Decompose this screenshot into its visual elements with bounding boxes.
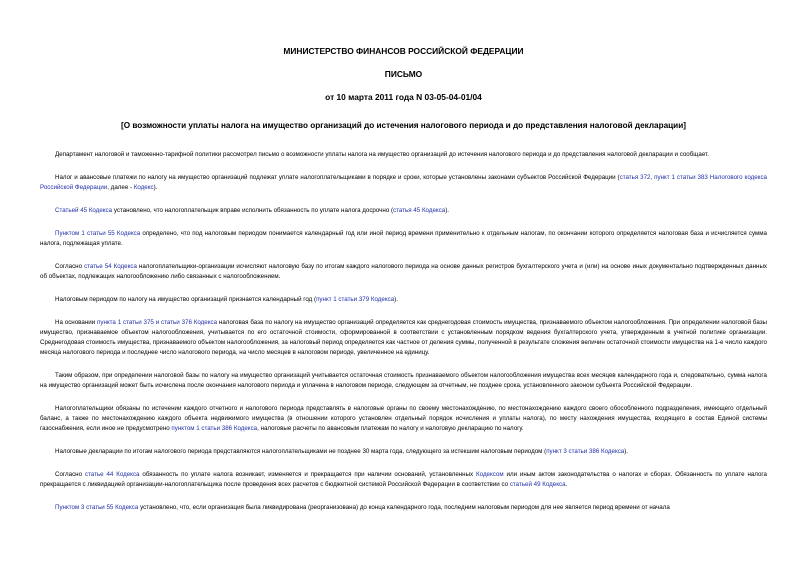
- document-body: [40, 150, 767, 526]
- link-code-2[interactable]: Кодексом: [476, 471, 504, 478]
- paragraph-text: Согласно: [55, 471, 85, 478]
- link-article-44[interactable]: статье 44 Кодекса: [84, 471, 140, 478]
- paragraph-text: Налоговым периодом по налогу на имущество организаций признается календарный год (: [55, 296, 317, 303]
- paragraph-6: [40, 295, 767, 305]
- paragraph-2: [40, 173, 767, 193]
- paragraph-text: ).: [394, 296, 398, 303]
- link-article-379[interactable]: пункт 1 статьи 379 Кодекса: [316, 296, 395, 303]
- paragraph-text: определено, что под налоговым периодом понимается календарный год или иной период времени применительно к отдельным налогам, по окончании которого определяется налоговая база и исчисляется сумма налога, подлежащая уплате.: [40, 230, 767, 247]
- link-article-55-p1[interactable]: Пунктом 1 статьи 55 Кодекса: [55, 230, 141, 237]
- paragraph-text: Налогоплательщики обязаны по истечении каждого отчетного и налогового периода представлять в налоговые органы по своему местонахождению, по местонахождению каждого своего обособленного подразделения, имеющего отдельный баланс, а также по местонахождению каждого объекта недвижимого имущества (в отношении которого установлен отдельный порядок исчисления и уплаты налога), по месту нахождения имущества, входящего в состав Единой системы газоснабжения, если иное не предусмотрено: [40, 405, 767, 432]
- link-article-386-p1[interactable]: пунктом 1 статьи 386 Кодекса: [171, 425, 258, 432]
- doc-type-heading: ПИСЬМО: [384, 69, 423, 79]
- paragraph-8: [40, 371, 767, 391]
- link-code[interactable]: Кодекс: [133, 184, 154, 191]
- paragraph-7: [40, 318, 767, 358]
- paragraph-text: ).: [624, 448, 629, 455]
- paragraph-text: или иным актом законодательства о налогах и сборах. Обязанность по уплате налога прекращается с ликвидацией организации-налогоплательщика после проведения всех расчетов с бюджетной системой Российской Федерации в соответствии со: [40, 471, 767, 488]
- paragraph-text: Таким образом, при определении налоговой базы по налогу на имущество организаций учитывается остаточная стоимость признаваемого объектом налогообложения имущества всех месяцев календарного года и, следовательно, сумма налога на имущество организаций может быть исчислена после окончания налогового периода и уплачена в налоговом периоде, следующем за отчетным, не позднее срока, установленного законом субъекта Российской Федерации.: [40, 372, 767, 389]
- paragraph-text: .: [565, 481, 568, 488]
- paragraph-text: ).: [153, 184, 158, 191]
- paragraph-text: Согласно: [55, 263, 85, 270]
- paragraph-12: [40, 503, 767, 513]
- link-article-49[interactable]: статьей 49 Кодекса: [509, 481, 566, 488]
- link-article-372[interactable]: статья 372, пункт 1 статьи 383 Налогового кодекса Российской Федерации: [40, 174, 767, 191]
- paragraph-text: Налоговые декларации по итогам налогового периода представляются налогоплательщиками не позднее 30 марта года, следующего за истекшим налоговым периодом (: [55, 448, 547, 455]
- paragraph-5: [40, 262, 767, 282]
- doc-subject: [О возможности уплаты налога на имущество организаций до истечения налогового периода и до представления налоговой декларации]: [121, 121, 686, 130]
- paragraph-11: [40, 470, 767, 490]
- paragraph-text: , далее -: [107, 184, 134, 191]
- paragraph-text: , налоговые расчеты по авансовым платежам по налогу и налоговую декларацию по налогу.: [257, 425, 524, 432]
- doc-date-number: от 10 марта 2011 года N 03-05-04-01/04: [325, 92, 482, 102]
- paragraph-4: [40, 229, 767, 249]
- link-article-375-376[interactable]: пункта 1 статьи 375 и статьи 376 Кодекса: [97, 319, 218, 326]
- paragraph-1: [40, 150, 767, 160]
- paragraph-text: налогоплательщики-организации исчисляют налоговую базу по итогам каждого налогового периода на основе данных регистров бухгалтерского учета и (или) на основе иных документально подтвержденных данных об объектах, подлежащих налогообложению либо связанных с налогообложением.: [40, 263, 767, 280]
- link-article-45-ref[interactable]: статья 45 Кодекса: [393, 207, 446, 214]
- paragraph-9: [40, 404, 767, 434]
- paragraph-10: [40, 447, 767, 457]
- paragraph-text: На основании: [55, 319, 98, 326]
- link-article-386-p3[interactable]: пункт 3 статьи 386 Кодекса: [546, 448, 625, 455]
- ministry-heading: МИНИСТЕРСТВО ФИНАНСОВ РОССИЙСКОЙ ФЕДЕРАЦИИ: [283, 46, 524, 56]
- paragraph-text: обязанность по уплате налога возникает, изменяется и прекращается при наличии оснований, установленных: [139, 471, 477, 478]
- link-article-45[interactable]: Статьей 45 Кодекса: [55, 207, 113, 214]
- paragraph-3: [40, 206, 767, 216]
- paragraph-text: установлено, что налогоплательщик вправе исполнить обязанность по уплате налога досрочно (: [112, 207, 394, 214]
- paragraph-text: Департамент налоговой и таможенно-тарифной политики рассмотрел письмо о возможности уплаты налога на имущество организаций до истечения налогового периода и до представления налоговой декларации и сообщает.: [55, 151, 709, 158]
- paragraph-text: ).: [445, 207, 449, 214]
- link-article-55-p3[interactable]: Пунктом 3 статьи 55 Кодекса: [55, 504, 139, 511]
- paragraph-text: установлено, что, если организация была ликвидирована (реорганизована) до конца календарного года, последним налоговым периодом для нее является период времени от начала: [138, 504, 670, 511]
- paragraph-text: Налог и авансовые платежи по налогу на имущество организаций подлежат уплате налогоплательщиками в порядке и сроки, которые установлены законами субъектов Российской Федерации (: [55, 174, 620, 181]
- paragraph-text: налоговая база по налогу на имущество организаций определяется как среднегодовая стоимость имущества, признаваемого объектом налогообложения. При определении налоговой базы имущество, признаваемое объектом налогообложения, учитывается по его остаточной стоимости, сформированной в соответствии с установленным порядком ведения бухгалтерского учета, утвержденным в учетной политике организации. Среднегодовая стоимость имущества, признаваемого объектом налогообложения, за налоговый период определяется как частное от деления суммы, полученной в результате сложения величин остаточной стоимости имущества на 1-е число каждого месяца налогового периода и последнее число налогового периода, на число месяцев в налоговом периоде, увеличенное на единицу.: [40, 319, 767, 356]
- link-article-54[interactable]: статье 54 Кодекса: [84, 263, 137, 270]
